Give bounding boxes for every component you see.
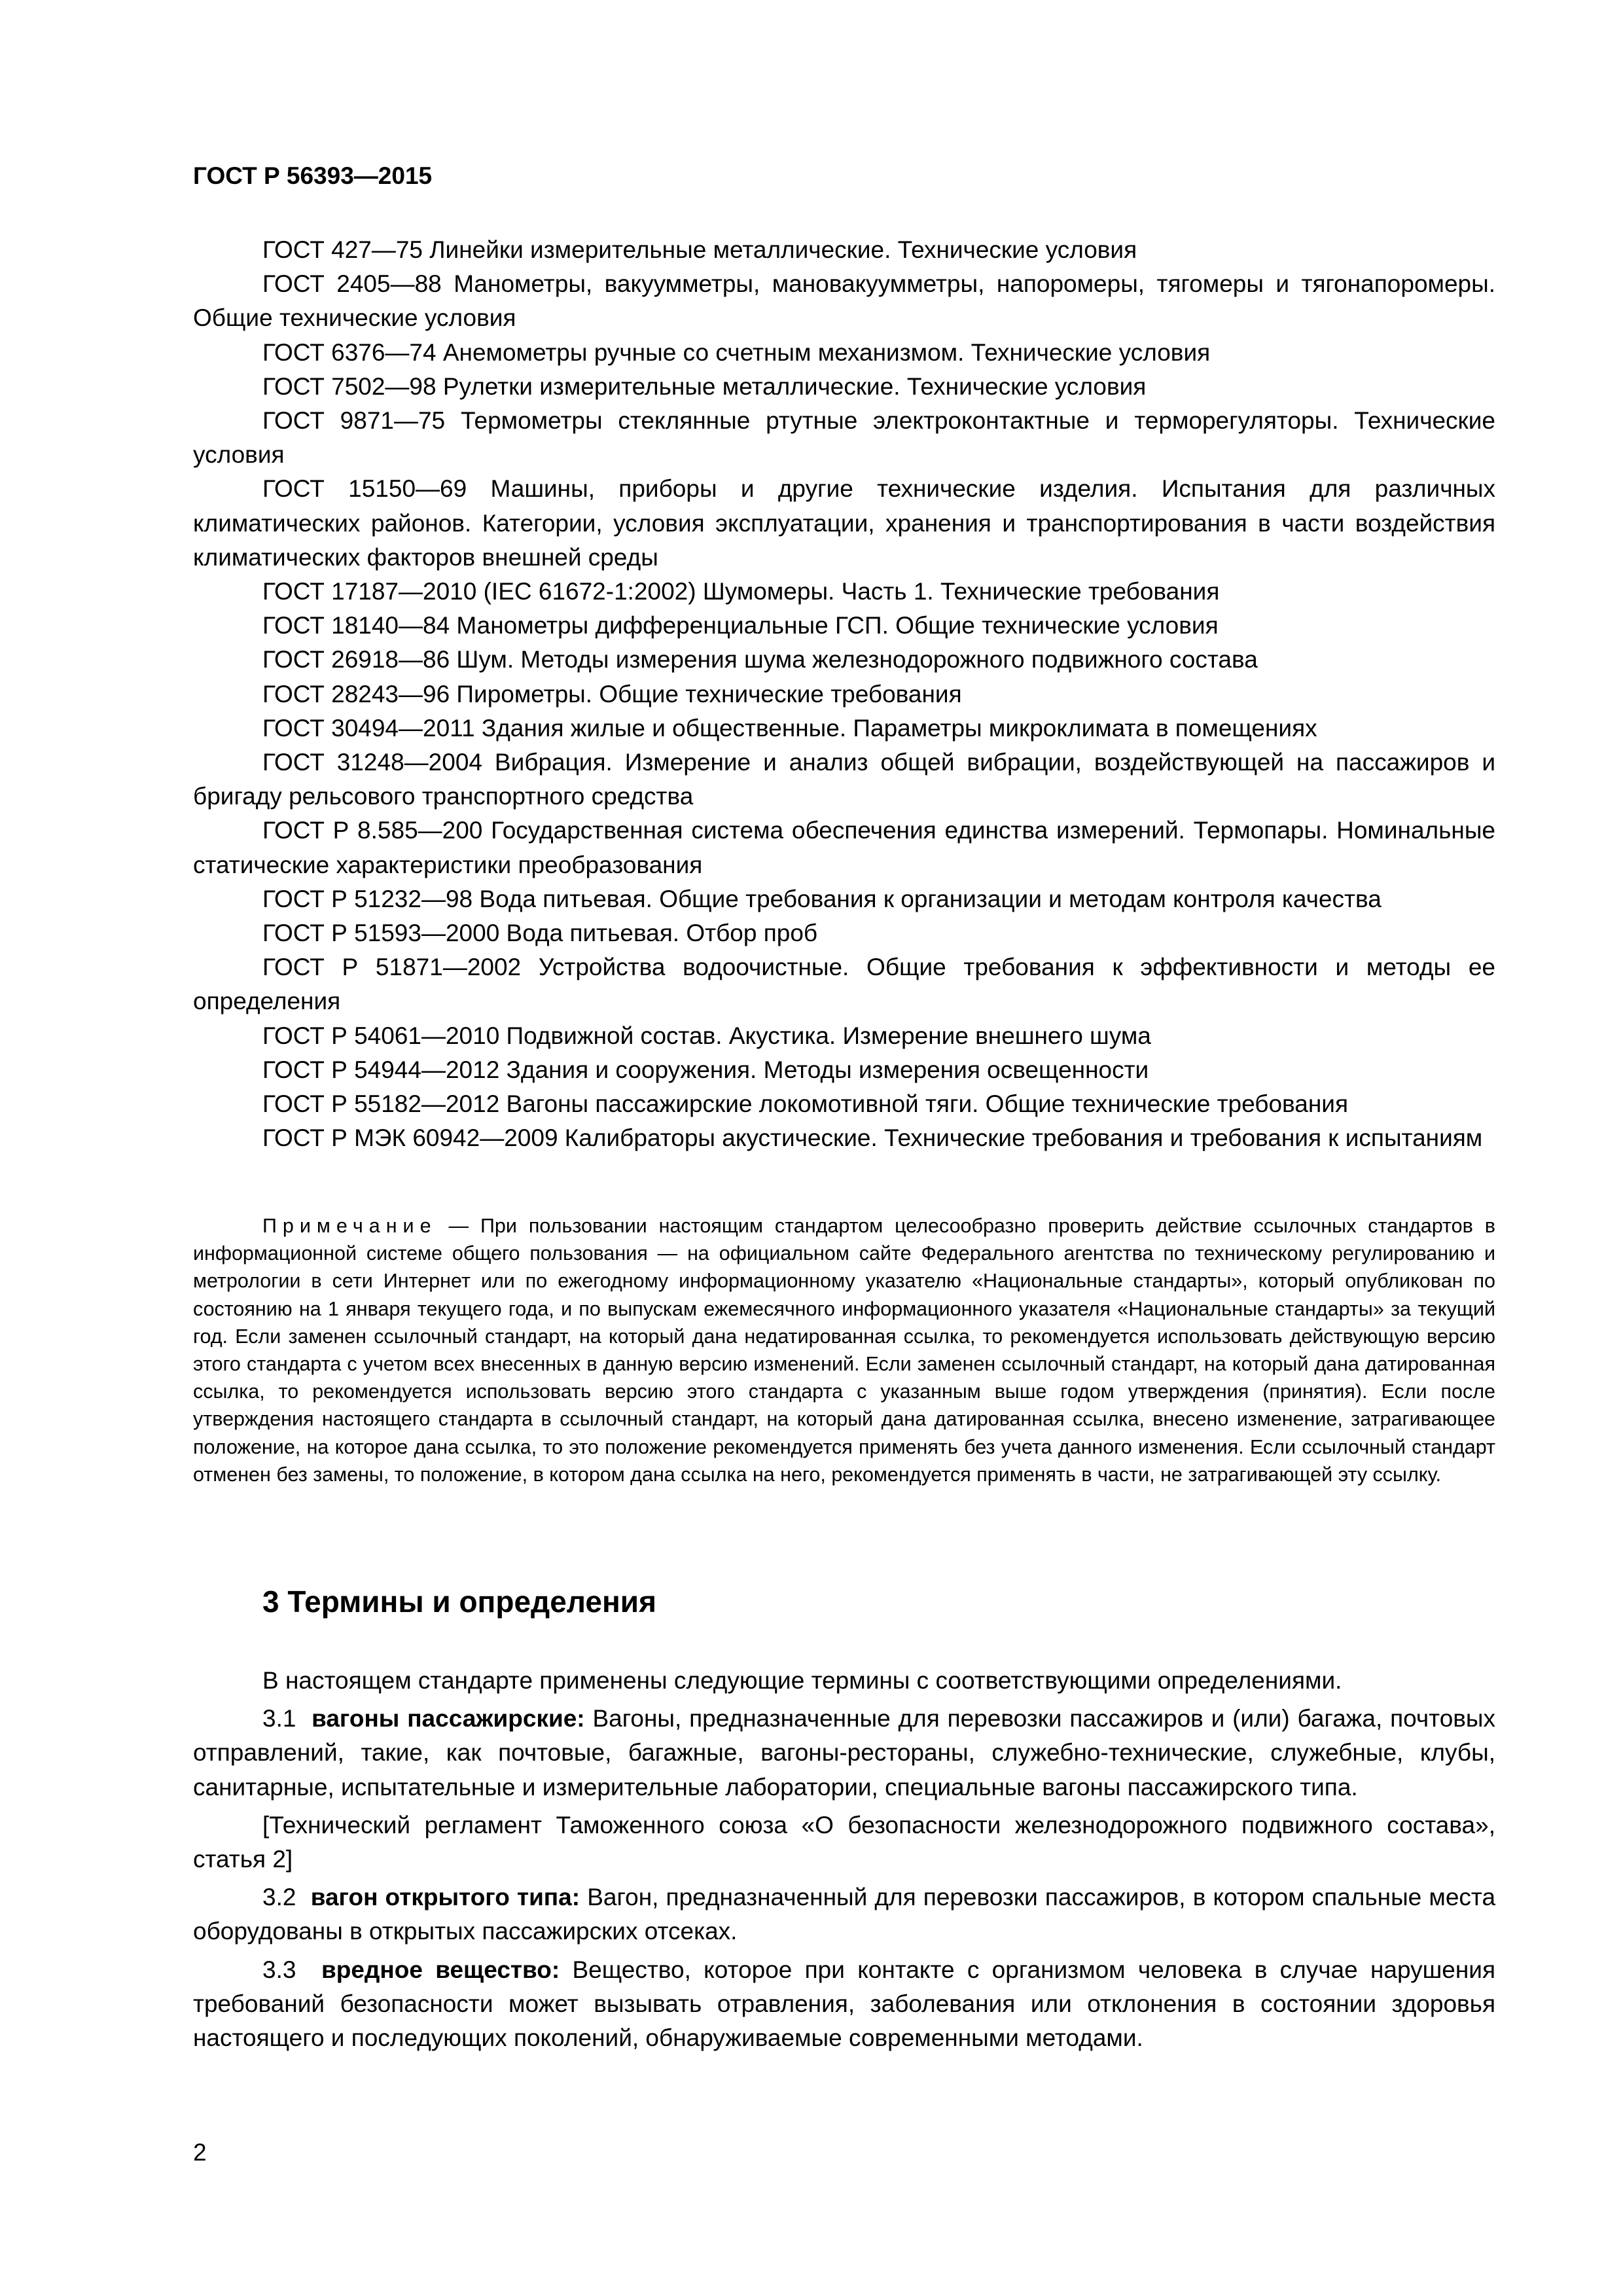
term-definition: Вагоны, предназначенные для перевозки пассажиров и (или) багажа, почтовых отправлений, такие, как почтовые, багажные, вагоны-рестораны, служебно-технические, служебные, клубы, санитарные, испытательные и измерительные лаборатории, специальные вагоны пассажирского типа. bbox=[193, 1705, 1496, 1801]
section-intro: В настоящем стандарте применены следующие термины с соответствующими определениями. bbox=[262, 1667, 1342, 1694]
term-citation: [Технический регламент Таможенного союза «О безопасности железнодорожного подвижного состава», статья 2] bbox=[193, 1811, 1495, 1873]
term-entry bbox=[193, 1953, 1495, 2056]
reference-item: ГОСТ 28243—96 Пирометры. Общие технические требования bbox=[262, 680, 962, 708]
reference-item: ГОСТ Р 51232—98 Вода питьевая. Общие требования к организации и методам контроля качества bbox=[262, 885, 1382, 912]
reference-item: ГОСТ Р 54061—2010 Подвижной состав. Акустика. Измерение внешнего шума bbox=[262, 1022, 1151, 1049]
term-definition: Вещество, которое при контакте с организмом человека в случае нарушения требований безопасности может вызывать отравления, заболевания или отклонения в состоянии здоровья настоящего и последующих поколений, обнаруживаемые современными методами. bbox=[193, 1956, 1496, 2052]
document-header: ГОСТ Р 56393—2015 bbox=[193, 162, 433, 189]
reference-item: ГОСТ Р 54944—2012 Здания и сооружения. Методы измерения освещенности bbox=[262, 1056, 1149, 1083]
reference-item: ГОСТ 6376—74 Анемометры ручные со счетным механизмом. Технические условия bbox=[262, 338, 1211, 366]
reference-item: ГОСТ 26918—86 Шум. Методы измерения шума железнодорожного подвижного состава bbox=[262, 646, 1258, 673]
term-number: 3.3 bbox=[262, 1956, 296, 1983]
reference-item: ГОСТ Р 51593—2000 Вода питьевая. Отбор проб bbox=[262, 920, 818, 947]
reference-item: ГОСТ 30494—2011 Здания жилые и общественные. Параметры микроклимата в помещениях bbox=[262, 714, 1317, 742]
note-text: — При пользовании настоящим стандартом целесообразно проверить действие ссылочных стандартов в информационной системе общего пользования — на официальном сайте Федерального агентства по техническому регулированию и метрологии в сети Интернет или по ежегодному информационному указателю «Национальные стандарты», который опубликован по состоянию на 1 января текущего года, и по выпускам ежемесячного информационного указателя «Национальные стандарты» за текущий год. Если заменен ссылочный стандарт, на который дана недатированная ссылка, то рекомендуется использовать действующую версию этого стандарта с учетом всех внесенных в данную версию изменений. Если заменен ссылочный стандарт, на который дана датированная ссылка, то рекомендуется использовать версию этого стандарта с указанным выше годом утверждения (принятия). Если после утверждения настоящего стандарта в ссылочный стандарт, на который дана датированная ссылка, внесено изменение, затрагивающее положение, на которое дана ссылка, то это положение рекомендуется применять без учета данного изменения. Если ссылочный стандарт отменен без замены, то положение, в котором дана ссылка на него, рекомендуется применять в части, не затрагивающей эту ссылку. bbox=[193, 1215, 1495, 1486]
term-definition: Вагон, предназначенный для перевозки пассажиров, в котором спальные места оборудованы в открытых пассажирских отсеках. bbox=[193, 1884, 1496, 1945]
reference-item: ГОСТ Р 55182—2012 Вагоны пассажирские локомотивной тяги. Общие технические требования bbox=[262, 1090, 1348, 1118]
reference-item: ГОСТ Р 8.585—200 Государственная система обеспечения единства измерений. Термопары. Номинальные статические характеристики преобразования bbox=[193, 817, 1495, 878]
reference-item: ГОСТ Р МЭК 60942—2009 Калибраторы акустические. Технические требования и требования к испытаниям bbox=[262, 1124, 1483, 1152]
reference-item: ГОСТ 427—75 Линейки измерительные металлические. Технические условия bbox=[262, 236, 1137, 263]
reference-item: ГОСТ 31248—2004 Вибрация. Измерение и анализ общей вибрации, воздействующей на пассажиров и бригаду рельсового транспортного средства bbox=[193, 749, 1495, 810]
reference-item: ГОСТ 2405—88 Манометры, вакуумметры, мановакуумметры, напоромеры, тягомеры и тягонапоромеры. Общие технические условия bbox=[193, 270, 1495, 332]
term-name: вагоны пассажирские: bbox=[312, 1705, 585, 1732]
reference-item: ГОСТ 9871—75 Термометры стеклянные ртутные электроконтактные и терморегуляторы. Технические условия bbox=[193, 407, 1495, 469]
page-number: 2 bbox=[193, 2139, 207, 2166]
terms-section bbox=[193, 1664, 1495, 2059]
normative-references-list bbox=[193, 233, 1495, 1155]
term-number: 3.1 bbox=[262, 1705, 296, 1732]
term-entry bbox=[193, 1880, 1495, 1948]
reference-item: ГОСТ 18140—84 Манометры дифференциальные ГСП. Общие технические условия bbox=[262, 612, 1219, 639]
reference-item: ГОСТ Р 51871—2002 Устройства водоочистные. Общие требования к эффективности и методы ее определения bbox=[193, 954, 1495, 1015]
section-title: 3 Термины и определения bbox=[262, 1585, 656, 1619]
reference-item: ГОСТ 7502—98 Рулетки измерительные металлические. Технические условия bbox=[262, 372, 1147, 400]
note-paragraph bbox=[193, 1212, 1495, 1488]
term-name: вредное вещество: bbox=[321, 1956, 560, 1983]
reference-item: ГОСТ 15150—69 Машины, приборы и другие технические изделия. Испытания для различных климатических районов. Категории, условия эксплуатации, хранения и транспортирования в части воздействия климатических факторов внешней среды bbox=[193, 475, 1495, 571]
term-number: 3.2 bbox=[262, 1884, 296, 1911]
term-name: вагон открытого типа: bbox=[310, 1884, 580, 1911]
reference-item: ГОСТ 17187—2010 (IEC 61672-1:2002) Шумомеры. Часть 1. Технические требования bbox=[262, 578, 1220, 605]
note-label: Примечание bbox=[262, 1215, 437, 1237]
term-entry bbox=[193, 1702, 1495, 1804]
